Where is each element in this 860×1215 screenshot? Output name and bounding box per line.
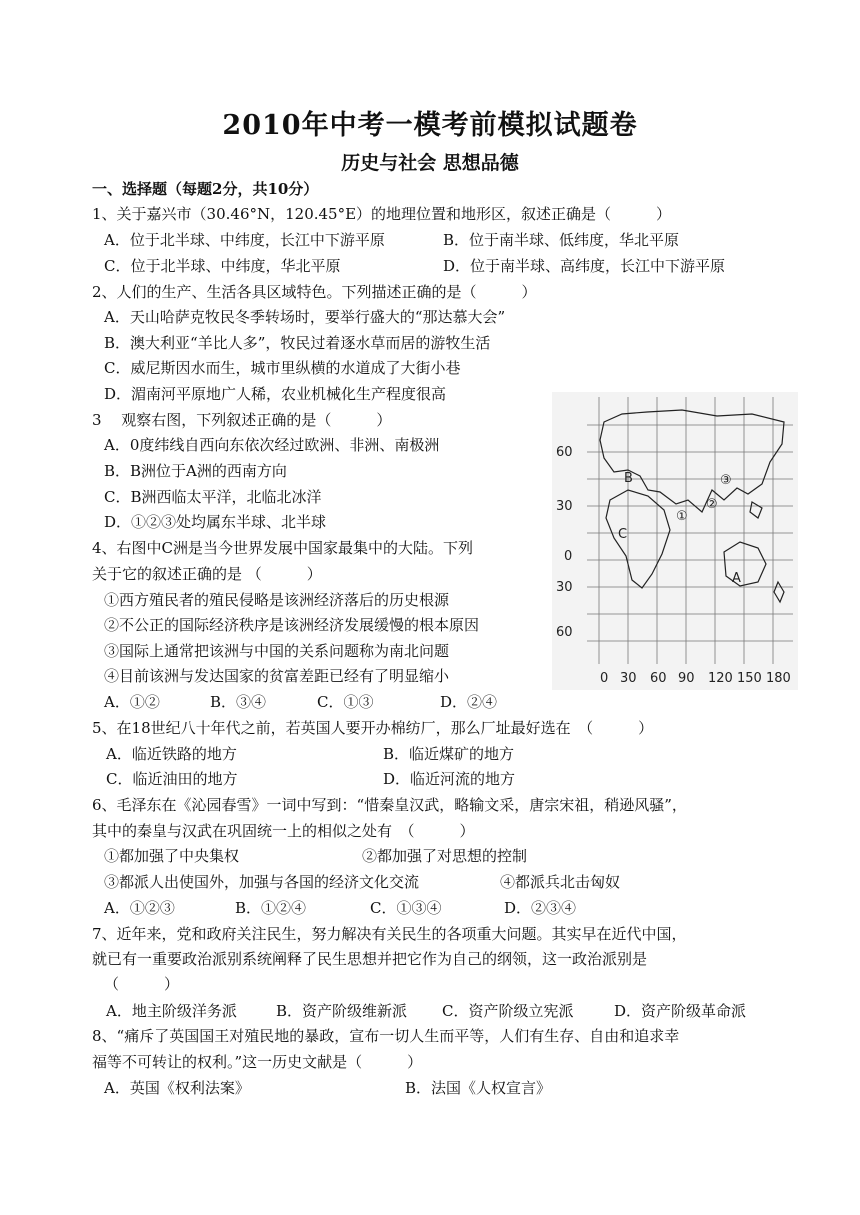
map-lat-label: 60 — [556, 625, 573, 640]
q4-stem-line2: 关于它的叙述正确的是 （ ） — [92, 565, 322, 583]
q7-option-d: D．资产阶级革命派 — [614, 1002, 747, 1020]
map-continent-a: A — [732, 571, 741, 586]
section-heading: 一、选择题（每题2分，共10分） — [92, 180, 319, 198]
q6-statement-1: ①都加强了中央集权 — [104, 847, 240, 865]
q1-stem: 1、关于嘉兴市（30.46°N，120.45°E）的地理位置和地形区，叙述正确是（ ） — [92, 205, 672, 223]
q4-statement-2: ②不公正的国际经济秩序是该洲经济发展缓慢的根本原因 — [104, 616, 480, 634]
q6-stem-line2: 其中的秦皇与汉武在巩固统一上的相似之处有 （ ） — [92, 822, 475, 840]
map-point-1: ① — [676, 509, 688, 524]
q3-option-a: A．0度纬线自西向东依次经过欧洲、非洲、南极洲 — [104, 436, 440, 454]
map-lon-label: 30 — [620, 671, 637, 686]
q6-option-c: C．①③④ — [370, 899, 442, 917]
q6-statement-4: ④都派兵北击匈奴 — [500, 873, 621, 891]
map-lat-label: 30 — [556, 580, 573, 595]
q6-statement-2: ②都加强了对思想的控制 — [362, 847, 528, 865]
q6-option-b: B．①②④ — [235, 899, 307, 917]
q5-stem: 5、在18世纪八十年代之前，若英国人要开办棉纺厂，那么厂址最好选在 （ ） — [92, 719, 654, 737]
q1-option-b: B．位于南半球、低纬度，华北平原 — [443, 231, 680, 249]
q8-stem-line2: 福等不可转让的权利。”这一历史文献是（ ） — [92, 1053, 423, 1071]
q3-option-b: B．B洲位于A洲的西南方向 — [104, 462, 287, 480]
q7-option-c: C．资产阶级立宪派 — [442, 1002, 574, 1020]
map-lon-label: 0 — [600, 671, 609, 686]
map-lon-label: 150 — [737, 671, 762, 686]
q1-option-d: D．位于南半球、高纬度，长江中下游平原 — [443, 257, 726, 275]
q4-statement-3: ③国际上通常把该洲与中国的关系问题称为南北问题 — [104, 642, 450, 660]
map-lat-label: 0 — [564, 549, 573, 564]
q6-statement-3: ③都派人出使国外，加强与各国的经济文化交流 — [104, 873, 420, 891]
world-map-figure — [552, 392, 798, 690]
q7-stem-line1: 7、近年来，党和政府关注民生，努力解决有关民生的各项重大问题。其实早在近代中国， — [92, 925, 687, 943]
q3-option-d: D．①②③处均属东半球、北半球 — [104, 513, 327, 531]
map-continent-b: B — [624, 471, 633, 486]
q5-option-a: A．临近铁路的地方 — [106, 745, 237, 763]
map-lon-label: 120 — [708, 671, 733, 686]
map-lat-label: 30 — [556, 499, 573, 514]
q4-statement-4: ④目前该洲与发达国家的贫富差距已经有了明显缩小 — [104, 667, 450, 685]
q4-stem-line1: 4、右图中C洲是当今世界发展中国家最集中的大陆。下列 — [92, 539, 474, 557]
q5-option-c: C．临近油田的地方 — [106, 770, 238, 788]
q2-option-b: B．澳大利亚“羊比人多”，牧民过着逐水草而居的游牧生活 — [104, 334, 491, 352]
q7-stem-line3: （ ） — [104, 975, 180, 993]
q4-option-c: C．①③ — [317, 693, 374, 711]
map-lat-label: 60 — [556, 445, 573, 460]
map-lon-label: 90 — [678, 671, 695, 686]
q3-stem: 3 观察右图，下列叙述正确的是（ ） — [92, 411, 392, 429]
q7-option-a: A．地主阶级洋务派 — [106, 1002, 237, 1020]
map-continent-c: C — [618, 527, 628, 542]
page-title: 2010年中考一模考前模拟试题卷 — [222, 110, 638, 141]
q4-statement-1: ①西方殖民者的殖民侵略是该洲经济落后的历史根源 — [104, 591, 450, 609]
q2-option-c: C．威尼斯因水而生，城市里纵横的水道成了大街小巷 — [104, 359, 461, 377]
map-lon-label: 60 — [650, 671, 667, 686]
q2-option-a: A．天山哈萨克牧民冬季转场时，要举行盛大的“那达慕大会” — [104, 308, 506, 326]
q8-stem-line1: 8、“痛斥了英国国王对殖民地的暴政，宣布一切人生而平等，人们有生存、自由和追求幸 — [92, 1027, 680, 1045]
q7-option-b: B．资产阶级维新派 — [276, 1002, 408, 1020]
q6-option-a: A．①②③ — [104, 899, 175, 917]
q1-option-c: C．位于北半球、中纬度，华北平原 — [104, 257, 341, 275]
q5-option-b: B．临近煤矿的地方 — [383, 745, 515, 763]
q6-option-d: D．②③④ — [504, 899, 577, 917]
q7-stem-line2: 就已有一重要政治派别系统阐释了民生思想并把它作为自己的纲领，这一政治派别是 — [92, 950, 648, 968]
q4-option-d: D．②④ — [440, 693, 498, 711]
q3-option-c: C．B洲西临太平洋，北临北冰洋 — [104, 488, 322, 506]
map-point-2: ② — [706, 497, 718, 512]
map-point-3: ③ — [720, 473, 732, 488]
q4-option-b: B．③④ — [210, 693, 267, 711]
map-lon-label: 180 — [766, 671, 791, 686]
q2-stem: 2、人们的生产、生活各具区域特色。下列描述正确的是（ ） — [92, 283, 537, 301]
q8-option-a: A．英国《权利法案》 — [104, 1079, 250, 1097]
q4-option-a: A．①② — [104, 693, 160, 711]
q6-stem-line1: 6、毛泽东在《沁园春雪》一词中写到：“惜秦皇汉武，略输文采，唐宗宋祖，稍逊风骚”， — [92, 796, 687, 814]
q2-option-d: D．湄南河平原地广人稀，农业机械化生产程度很高 — [104, 385, 447, 403]
q1-option-a: A．位于北半球、中纬度，长江中下游平原 — [104, 231, 385, 249]
q8-option-b: B．法国《人权宣言》 — [405, 1079, 552, 1097]
q5-option-d: D．临近河流的地方 — [383, 770, 516, 788]
page-subtitle: 历史与社会 思想品德 — [341, 152, 519, 174]
